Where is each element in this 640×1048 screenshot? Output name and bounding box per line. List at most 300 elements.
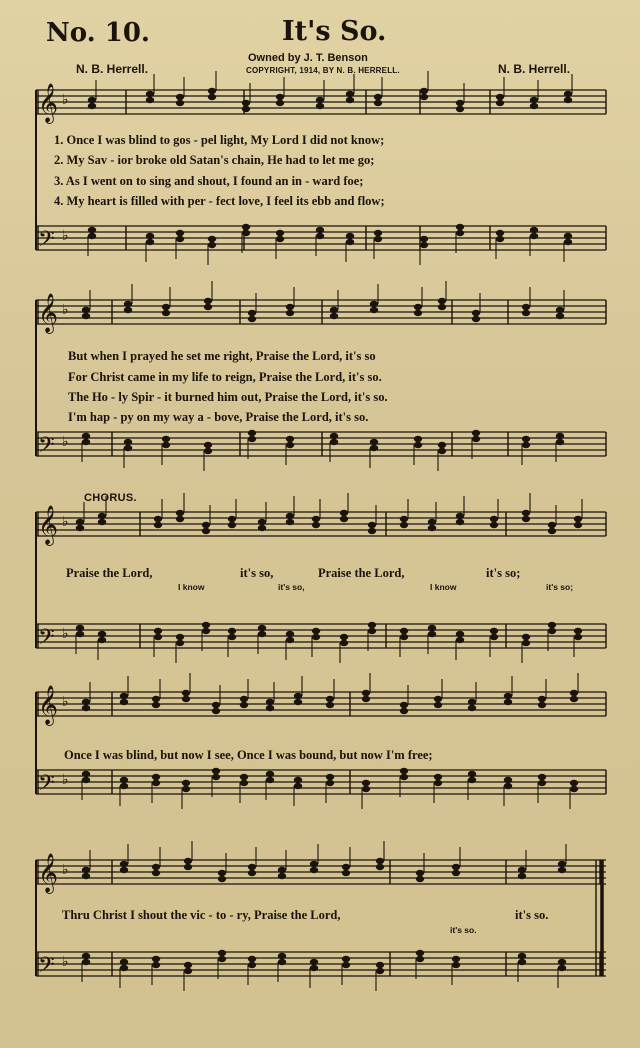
note-head [176, 640, 184, 646]
note-head [522, 304, 530, 310]
note-head [496, 230, 504, 236]
note-head [124, 301, 132, 307]
note-head [88, 233, 96, 239]
composer-credit: N. B. Herrell. [498, 62, 571, 76]
chorus-line-1a: Praise the Lord, [66, 566, 153, 580]
note-head [376, 864, 384, 870]
note-head [326, 780, 334, 786]
note-head [124, 307, 132, 313]
note-head [312, 522, 320, 528]
note-head [204, 304, 212, 310]
note-head [120, 959, 128, 965]
clef-bass: 𝄢 [38, 625, 55, 655]
note-head [240, 774, 248, 780]
key-flat: ♭ [62, 626, 69, 642]
note-head [346, 91, 354, 97]
note-head [362, 780, 370, 786]
note-head [452, 864, 460, 870]
verse-1-line-2: But when I prayed he set me right, Praise the Lord, it's so [68, 349, 376, 363]
note-head [370, 445, 378, 451]
key-flat: ♭ [62, 772, 69, 788]
note-head [228, 628, 236, 634]
note-head [120, 867, 128, 873]
note-head [370, 301, 378, 307]
note-head [184, 858, 192, 864]
note-head [538, 702, 546, 708]
note-head [218, 956, 226, 962]
note-head [570, 780, 578, 786]
note-head [182, 696, 190, 702]
note-head [248, 436, 256, 442]
note-head [176, 516, 184, 522]
note-head [248, 864, 256, 870]
note-head [162, 436, 170, 442]
note-head [400, 628, 408, 634]
note-head [120, 783, 128, 789]
note-head [98, 637, 106, 643]
note-head [548, 628, 556, 634]
note-head [400, 708, 408, 714]
note-head [518, 953, 526, 959]
note-head [518, 959, 526, 965]
note-head [472, 436, 480, 442]
note-head [276, 236, 284, 242]
note-head [362, 690, 370, 696]
copyright-notice: COPYRIGHT, 1914, BY N. B. HERRELL. [246, 66, 400, 75]
note-head [258, 625, 266, 631]
note-head [564, 233, 572, 239]
note-head [154, 522, 162, 528]
note-head [564, 97, 572, 103]
note-head [530, 227, 538, 233]
note-head [428, 631, 436, 637]
note-head [120, 699, 128, 705]
clef-bass: 𝄢 [38, 433, 55, 463]
note-head [310, 861, 318, 867]
note-head [310, 867, 318, 873]
note-head [248, 316, 256, 322]
note-head [184, 962, 192, 968]
note-head [310, 965, 318, 971]
note-head [558, 965, 566, 971]
verse-2-line-1: 2. My Sav - ior broke old Satan's chain, He had to let me go; [54, 153, 375, 167]
note-head [400, 522, 408, 528]
note-head [330, 307, 338, 313]
note-head [182, 786, 190, 792]
note-head [276, 100, 284, 106]
note-head [564, 91, 572, 97]
note-head [340, 510, 348, 516]
note-head [468, 699, 476, 705]
note-head [342, 956, 350, 962]
chorus-label: CHORUS. [84, 492, 137, 504]
note-head [120, 777, 128, 783]
note-head [496, 100, 504, 106]
verse-3-line-2: The Ho - ly Spir - it burned him out, Praise the Lord, it's so. [68, 390, 388, 404]
note-head [202, 528, 210, 534]
chorus-echo-1b: it's so, [278, 582, 305, 592]
note-head [362, 786, 370, 792]
note-head [456, 106, 464, 112]
note-head [490, 628, 498, 634]
note-head [212, 702, 220, 708]
note-head [242, 230, 250, 236]
note-head [184, 968, 192, 974]
note-head [204, 448, 212, 454]
note-head [368, 522, 376, 528]
chorus-line-2: Once I was blind, but now I see, Once I was bound, but now I'm free; [64, 748, 433, 762]
note-head [208, 94, 216, 100]
note-head [504, 783, 512, 789]
note-head [82, 433, 90, 439]
note-head [556, 307, 564, 313]
note-head [208, 242, 216, 248]
note-head [416, 876, 424, 882]
note-head [98, 519, 106, 525]
note-head [202, 522, 210, 528]
note-head [152, 962, 160, 968]
note-head [184, 864, 192, 870]
note-head [472, 316, 480, 322]
clef-treble: 𝄞 [38, 685, 59, 725]
note-head [162, 310, 170, 316]
note-head [152, 864, 160, 870]
note-head [82, 439, 90, 445]
note-head [574, 522, 582, 528]
note-head [538, 774, 546, 780]
note-head [276, 94, 284, 100]
note-head [330, 433, 338, 439]
chorus-line-1c: Praise the Lord, [318, 566, 405, 580]
note-head [538, 780, 546, 786]
note-head [98, 513, 106, 519]
note-head [316, 233, 324, 239]
note-head [456, 513, 464, 519]
note-head [82, 777, 90, 783]
note-head [286, 442, 294, 448]
note-head [370, 439, 378, 445]
note-head [286, 513, 294, 519]
note-head [76, 519, 84, 525]
note-head [294, 699, 302, 705]
chorus-line-3b: it's so. [515, 908, 549, 922]
key-flat: ♭ [62, 434, 69, 450]
note-head [258, 631, 266, 637]
clef-bass: 𝄢 [38, 953, 55, 983]
note-head [456, 637, 464, 643]
note-head [340, 640, 348, 646]
clef-treble: 𝄞 [38, 293, 59, 333]
note-head [266, 771, 274, 777]
note-head [152, 870, 160, 876]
note-head [176, 230, 184, 236]
note-head [342, 962, 350, 968]
note-head [124, 445, 132, 451]
note-head [490, 634, 498, 640]
key-flat: ♭ [62, 302, 69, 318]
note-head [294, 783, 302, 789]
verse-2-line-2: For Christ came in my life to reign, Praise the Lord, it's so. [68, 370, 382, 384]
note-head [434, 774, 442, 780]
note-head [82, 307, 90, 313]
note-head [574, 634, 582, 640]
hymn-number: No. 10. [46, 18, 150, 48]
note-head [182, 780, 190, 786]
note-head [240, 702, 248, 708]
note-head [574, 516, 582, 522]
note-head [82, 705, 90, 711]
note-head [176, 236, 184, 242]
note-head [400, 634, 408, 640]
note-head [342, 864, 350, 870]
note-head [428, 625, 436, 631]
note-head [452, 956, 460, 962]
note-head [374, 236, 382, 242]
note-head [522, 510, 530, 516]
note-head [294, 777, 302, 783]
note-head [496, 94, 504, 100]
note-head [248, 310, 256, 316]
note-head [208, 88, 216, 94]
note-head [416, 870, 424, 876]
note-head [120, 965, 128, 971]
key-flat: ♭ [62, 694, 69, 710]
note-head [82, 959, 90, 965]
note-head [258, 519, 266, 525]
note-head [376, 858, 384, 864]
note-head [152, 956, 160, 962]
key-flat: ♭ [62, 862, 69, 878]
note-head [82, 771, 90, 777]
note-head [248, 962, 256, 968]
note-head [438, 304, 446, 310]
note-head [286, 519, 294, 525]
key-flat: ♭ [62, 92, 69, 108]
note-head [556, 439, 564, 445]
note-head [286, 637, 294, 643]
note-head [88, 103, 96, 109]
note-head [76, 625, 84, 631]
note-head [330, 439, 338, 445]
note-head [346, 239, 354, 245]
note-head [420, 242, 428, 248]
note-head [438, 442, 446, 448]
note-head [362, 696, 370, 702]
note-head [456, 224, 464, 230]
note-head [248, 430, 256, 436]
note-head [228, 634, 236, 640]
note-head [326, 702, 334, 708]
note-head [368, 528, 376, 534]
note-head [414, 304, 422, 310]
note-head [400, 702, 408, 708]
note-head [340, 634, 348, 640]
note-head [88, 97, 96, 103]
note-head [434, 696, 442, 702]
note-head [428, 525, 436, 531]
note-head [124, 439, 132, 445]
note-head [570, 696, 578, 702]
note-head [146, 97, 154, 103]
note-head [522, 640, 530, 646]
note-head [434, 702, 442, 708]
note-head [400, 774, 408, 780]
note-head [266, 705, 274, 711]
note-head [504, 699, 512, 705]
note-head [340, 516, 348, 522]
key-flat: ♭ [62, 228, 69, 244]
note-head [558, 861, 566, 867]
note-head [276, 230, 284, 236]
note-head [286, 310, 294, 316]
note-head [218, 870, 226, 876]
note-head [326, 696, 334, 702]
note-head [202, 622, 210, 628]
note-head [530, 233, 538, 239]
note-head [414, 310, 422, 316]
note-head [146, 239, 154, 245]
note-head [266, 777, 274, 783]
note-head [242, 100, 250, 106]
note-head [266, 699, 274, 705]
note-head [414, 442, 422, 448]
note-head [570, 690, 578, 696]
note-head [574, 628, 582, 634]
note-head [548, 528, 556, 534]
note-head [120, 861, 128, 867]
note-head [346, 233, 354, 239]
note-head [522, 310, 530, 316]
note-head [530, 103, 538, 109]
note-head [490, 516, 498, 522]
note-head [176, 94, 184, 100]
note-head [374, 100, 382, 106]
note-head [374, 94, 382, 100]
note-head [522, 516, 530, 522]
note-head [278, 953, 286, 959]
note-head [530, 97, 538, 103]
note-head [202, 628, 210, 634]
note-head [496, 236, 504, 242]
note-head [518, 867, 526, 873]
note-head [310, 959, 318, 965]
note-head [472, 310, 480, 316]
key-flat: ♭ [62, 514, 69, 530]
note-head [162, 304, 170, 310]
chorus-line-3a: Thru Christ I shout the vic - to - ry, Praise the Lord, [62, 908, 341, 922]
note-head [370, 307, 378, 313]
note-head [146, 91, 154, 97]
note-head [82, 313, 90, 319]
note-head [82, 873, 90, 879]
note-head [558, 867, 566, 873]
note-head [152, 702, 160, 708]
note-head [162, 442, 170, 448]
note-head [212, 708, 220, 714]
note-head [316, 103, 324, 109]
verse-4-line-1: 4. My heart is filled with per - fect love, I feel its ebb and flow; [54, 194, 385, 208]
note-head [204, 442, 212, 448]
note-head [278, 873, 286, 879]
note-head [548, 522, 556, 528]
note-head [152, 696, 160, 702]
note-head [522, 634, 530, 640]
verse-3-line-1: 3. As I went on to sing and shout, I found an in - ward foe; [54, 174, 364, 188]
note-head [420, 236, 428, 242]
note-head [342, 870, 350, 876]
note-head [82, 699, 90, 705]
note-head [82, 867, 90, 873]
note-head [518, 873, 526, 879]
note-head [120, 693, 128, 699]
clef-treble: 𝄞 [38, 853, 59, 893]
note-head [146, 233, 154, 239]
note-head [316, 227, 324, 233]
note-head [154, 628, 162, 634]
note-head [152, 774, 160, 780]
note-head [278, 959, 286, 965]
note-head [504, 693, 512, 699]
chorus-echo-1d: it's so; [546, 582, 574, 592]
note-head [240, 780, 248, 786]
note-head [330, 313, 338, 319]
note-head [152, 780, 160, 786]
note-head [456, 519, 464, 525]
note-head [248, 870, 256, 876]
note-head [452, 870, 460, 876]
note-head [374, 230, 382, 236]
note-head [522, 436, 530, 442]
note-head [468, 771, 476, 777]
chorus-echo-1a: I know [178, 582, 205, 592]
note-head [286, 631, 294, 637]
note-head [438, 298, 446, 304]
note-head [82, 953, 90, 959]
note-head [316, 97, 324, 103]
note-head [522, 442, 530, 448]
note-head [468, 777, 476, 783]
note-head [504, 777, 512, 783]
note-head [414, 436, 422, 442]
note-head [176, 634, 184, 640]
note-head [570, 786, 578, 792]
note-head [400, 516, 408, 522]
note-head [420, 94, 428, 100]
note-head [312, 634, 320, 640]
note-head [428, 519, 436, 525]
note-head [452, 962, 460, 968]
note-head [98, 631, 106, 637]
note-head [258, 525, 266, 531]
note-head [416, 956, 424, 962]
note-head [538, 696, 546, 702]
note-head [208, 236, 216, 242]
note-head [564, 239, 572, 245]
note-head [456, 230, 464, 236]
note-head [490, 522, 498, 528]
key-flat: ♭ [62, 954, 69, 970]
note-head [548, 622, 556, 628]
note-head [312, 516, 320, 522]
note-head [420, 88, 428, 94]
owner-credit: Owned by J. T. Benson [248, 52, 368, 64]
note-head [212, 768, 220, 774]
chorus-echo-3: it's so. [450, 925, 477, 935]
note-head [368, 628, 376, 634]
note-head [556, 433, 564, 439]
note-head [346, 97, 354, 103]
note-head [76, 631, 84, 637]
